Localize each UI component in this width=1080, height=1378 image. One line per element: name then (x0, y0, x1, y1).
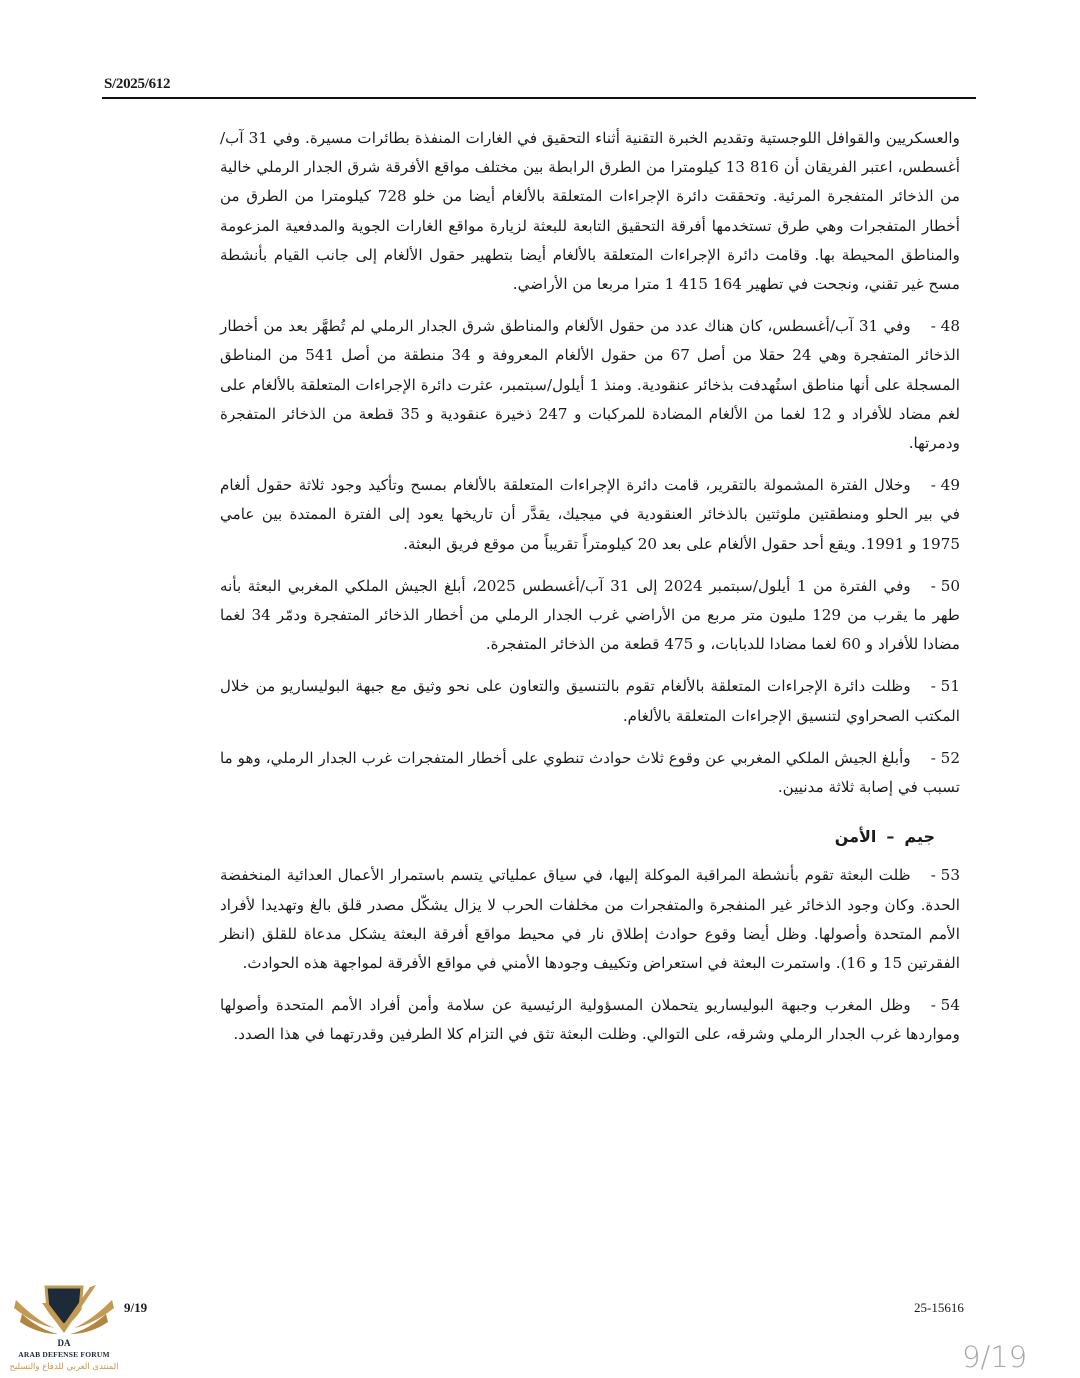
paragraph-number: 52 - (930, 748, 960, 767)
paragraph-53 (220, 861, 960, 978)
paragraph-text: وخلال الفترة المشمولة بالتقرير، قامت دائرة الإجراءات المتعلقة بالألغام بمسح وتأكيد وجود ثلاثة حقول ألغام في بير الحلو ومنطقتين ملوثتين بالذخائر العنقودية في ميجيك، يقدَّر أن تاريخها يعود إلى الفترة الممتدة بين عامي 1975 و 1991. ويقع أحد حقول الألغام على بعد 20 كيلومتراً تقريباً من موقع فريق البعثة. (220, 476, 960, 553)
paragraph-number: 49 - (930, 476, 960, 495)
paragraph-text: والعسكريين والقوافل اللوجستية وتقديم الخبرة التقنية أثناء التحقيق في الغارات المنفذة بطائرات مسيرة. وفي 31 آب/أغسطس، اعتبر الفريقان أن 816 13 كيلومترا من الطرق الرابطة بين مختلف مواقع الأفرقة شرق الجدار الرملي خالية من الذخائر المتفجرة المرئية. وتحققت دائرة الإجراءات المتعلقة بالألغام أيضا من خلو 728 كيلومترا من الطرق من أخطار المتفجرات وهي طرق تستخدمها أفرقة التحقيق التابعة للبعثة لزيارة مواقع الغارات الجوية والمدفعية المزعومة والمناطق المحيطة بها. وقامت دائرة الإجراءات المتعلقة بالألغام أيضا بتطهير حقول الألغام إلى جانب القيام بأنشطة مسح غير تقني، ونجحت في تطهير 164 415 1 مترا مربعا من الأراضي. (220, 129, 961, 294)
paragraph-text: وفي الفترة من 1 أيلول/سبتمبر 2024 إلى 31 آب/أغسطس 2025، أبلغ الجيش الملكي المغربي البعثة بأنه طهر ما يقرب من 129 مليون متر مربع من الأراضي غرب الجدار الرملي من أخطار الذخائر المتفجرة ودمّر 34 لغما مضادا للأفراد و 60 لغما مضادا للدبابات، و 475 قطعة من الذخائر المتفجرة. (220, 576, 960, 654)
paragraph-text: وظل المغرب وجبهة البوليساريو يتحملان المسؤولية الرئيسية عن سلامة وأمن أفراد الأمم المتحدة وأصولها ومواردها غرب الجدار الرملي وشرقه، على التوالي. وظلت البعثة تثق في التزام كلا الطرفين وقدرتهما في هذا الصدد. (220, 996, 960, 1044)
paragraph-text: وفي 31 آب/أغسطس، كان هناك عدد من حقول الألغام والمناطق شرق الجدار الرملي لم تُطهَّر بعد من أخطار الذخائر المتفجرة وهي 24 حقلا من أصل 67 من حقول الألغام المعروفة و 34 منطقة من أصل 541 من المناطق المسجلة على أنها مناطق استُهدفت بذخائر عنقودية. ومنذ 1 أيلول/سبتمبر، عثرت دائرة الإجراءات المتعلقة بالألغام على لغم مضاد للأفراد و 12 لغما من الألغام المضادة للمركبات و 247 ذخيرة عنقودية و 35 قطعة من الذخائر المتفجرة ودمرتها. (220, 317, 961, 453)
paragraph-52 (220, 744, 960, 802)
section-letter: جيم (904, 827, 935, 847)
logo-name-english: ARAB DEFENSE FORUM (18, 1350, 110, 1359)
section-heading (220, 822, 935, 851)
header-rule (102, 97, 976, 99)
paragraph-50 (220, 572, 960, 660)
paragraph-number: 53 - (930, 866, 960, 885)
document-symbol: S/2025/612 (104, 76, 171, 92)
paragraph-text: وأبلغ الجيش الملكي المغربي عن وقوع ثلاث حوادث تنطوي على أخطار المتفجرات غرب الجدار الرملي، وهو ما تسبب في إصابة ثلاثة مدنيين. (220, 748, 960, 797)
paragraph-continued (220, 124, 960, 299)
section-separator: – (886, 827, 895, 847)
paragraph-number: 48 - (930, 317, 960, 336)
viewer-page-indicator: 9/19 (962, 1340, 1028, 1374)
shield-icon (46, 1287, 82, 1325)
document-body (220, 124, 960, 1063)
paragraph-number: 51 - (930, 677, 960, 696)
paragraph-number: 50 - (930, 576, 961, 595)
paragraph-text: ظلت البعثة تقوم بأنشطة المراقبة الموكلة إليها، في سياق عملياتي يتسم باستمرار الأعمال العدائية المنخفضة الحدة. وكان وجود الذخائر غير المنفجرة والمتفجرات من مخلفات الحرب لا يزال يشكّل مصدر قلق بالغ وتهديدا لأفراد الأمم المتحدة وأصولها. وظل أيضا وقوع حوادث إطلاق نار في محيط مواقع أفرقة البعثة يشكل مدعاة للقلق (انظر الفقرتين 15 و 16). واستمرت البعثة في استعراض وتكييف وجودها الأمني في مواقع الأفرقة لمواجهة هذه الحوادث. (220, 866, 960, 973)
footer-document-code: 25-15616 (914, 1300, 964, 1315)
paragraph-48 (220, 312, 960, 458)
paragraph-text: وظلت دائرة الإجراءات المتعلقة بالألغام تقوم بالتنسيق والتعاون على نحو وثيق مع جبهة البوليساريو من خلال المكتب الصحراوي لتنسيق الإجراءات المتعلقة بالألغام. (220, 677, 960, 725)
paragraph-number: 54 - (930, 996, 960, 1015)
paragraph-54 (220, 991, 960, 1049)
paragraph-49 (220, 471, 960, 559)
logo-name-arabic: المنتدى العربي للدفاع والتسليح (9, 1362, 119, 1372)
footer-page-number: 9/19 (124, 1300, 148, 1315)
arab-defense-forum-logo (8, 1284, 120, 1350)
section-title: الأمن (834, 827, 877, 847)
logo-monogram: DA (57, 1338, 71, 1348)
paragraph-51 (220, 672, 960, 730)
